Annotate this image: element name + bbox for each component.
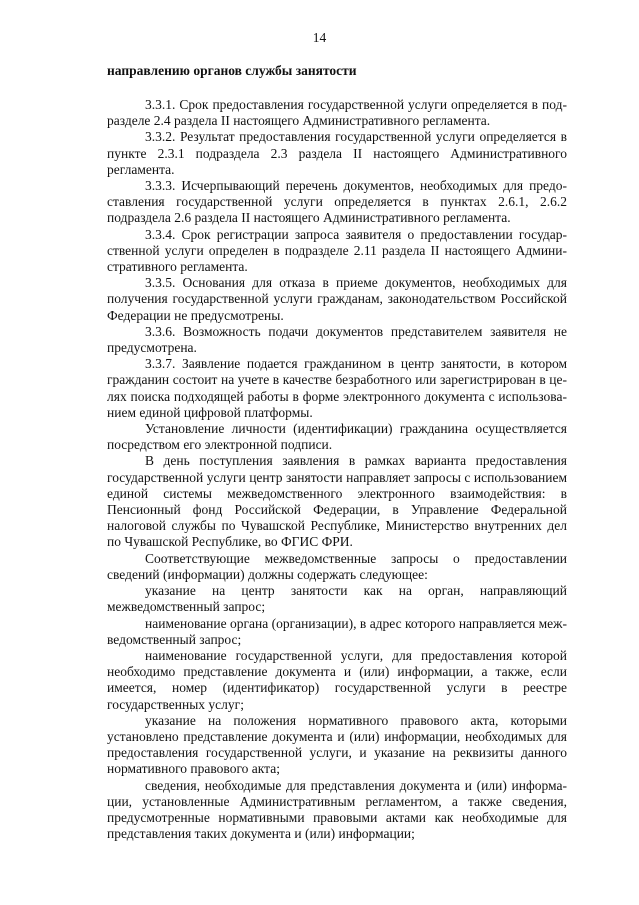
paragraph-request-contents: Соответствующие межведомственные запросы о предоставлении сведений (информации) должны содержать следующее: [107,550,567,582]
paragraph-interagency-requests: В день поступления заявления в рамках варианта предоставления государственной услуги центр занятости направляет запросы с использованием единой системы межведомственного электронного взаимодействия: в Пенсионный фонд Российской Федерации, в Управление Федеральной налоговой службы по Чувашской Республике, Министерство внутренних дел по Чувашской Республике, во ФГИС ФРИ. [107,453,567,550]
paragraph-3-3-3: 3.3.3. Исчерпывающий перечень документов, необходимых для предоставления государственной услуги определяется в пунктах 2.6.1, 2.6.2 подраздела 2.6 раздела II настоящего Административного регламента. [107,178,567,226]
paragraph-3-3-4: 3.3.4. Срок регистрации запроса заявителя о предоставлении государственной услуги определен в подразделе 2.11 раздела II настоящего Административного регламента. [107,226,567,275]
paragraph-3-3-6: 3.3.6. Возможность подачи документов представителем заявителя не предусмотрена. [107,323,567,356]
section-heading-continuation: направлению органов службы занятости [107,63,357,78]
paragraph-identification: Установление личности (идентификации) гражданина осуществляется посредством его электронной подписи. [107,421,567,453]
list-item-recipient-organ: наименование органа (организации), в адрес которого направляется межведомственный запрос; [107,615,567,647]
list-item-requesting-center: указание на центр занятости как на орган, направляющий межведомственный запрос; [107,583,567,615]
list-item-legal-act: указание на положения нормативного правового акта, которыми установлено представление документа и (или) информации, необходимых для предоставления государственной услуги, и указание на реквизиты данного нормативного правового акта; [107,712,567,777]
list-item-service-name: наименование государственной услуги, для предоставления которой необходимо представление документа и (или) информации, а также, если имеется, номер (идентификатор) государственной услуги в реестре государственных услуг; [107,647,567,712]
paragraph-3-3-7: 3.3.7. Заявление подается гражданином в центр занятости, в котором гражданин состоит на учете в качестве безработного или зарегистрирован в целях поиска подходящей работы в форме электронного документа с использованием единой цифровой платформы. [107,356,567,420]
list-item-required-info: сведения, необходимые для представления документа и (или) информации, установленные Административным регламентом, а также сведения, предусмотренные нормативными правовыми актами как необходимые для представления таких документа и (или) информации; [107,777,567,842]
document-body [107,97,567,842]
paragraph-3-3-1: 3.3.1. Срок предоставления государственной услуги определяется в подразделе 2.4 раздела II настоящего Административного регламента. [107,97,567,129]
paragraph-3-3-5: 3.3.5. Основания для отказа в приеме документов, необходимых для получения государственной услуги гражданам, законодательством Российской Федерации не предусмотрены. [107,275,567,323]
page-number: 14 [312,30,327,45]
paragraph-3-3-2: 3.3.2. Результат предоставления государственной услуги определяется в пункте 2.3.1 подраздела 2.3 раздела II настоящего Административного регламента. [107,129,567,177]
